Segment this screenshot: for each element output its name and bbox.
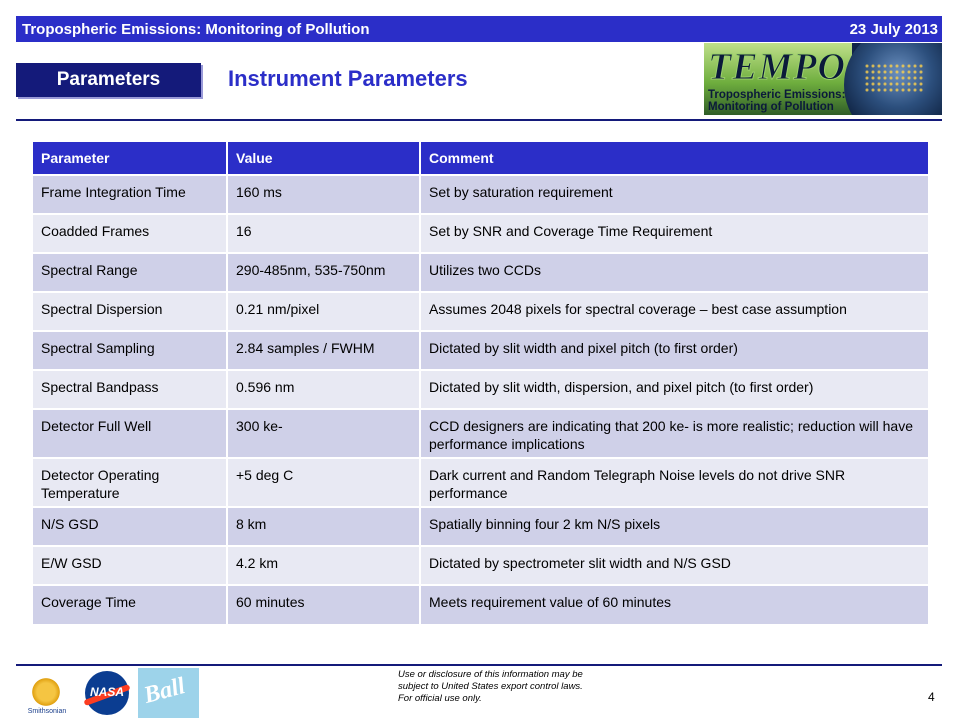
city-lights-icon: [864, 63, 924, 93]
table-row: [33, 409, 928, 458]
value-cell: 0.21 nm/pixel: [227, 292, 420, 331]
parameter-cell: Spectral Dispersion: [33, 292, 227, 331]
value-cell: +5 deg C: [227, 458, 420, 507]
value-cell: 160 ms: [227, 175, 420, 214]
comment-cell: Dark current and Random Telegraph Noise levels do not drive SNR performance: [420, 458, 928, 507]
header-divider: [16, 119, 942, 121]
table-row: [33, 546, 928, 585]
table-header-row: [33, 142, 928, 175]
parameter-cell: Spectral Sampling: [33, 331, 227, 370]
value-cell: 300 ke-: [227, 409, 420, 458]
parameter-cell: Frame Integration Time: [33, 175, 227, 214]
logo-subtitle-line1: Tropospheric Emissions:: [708, 89, 846, 101]
nasa-label: NASA: [89, 685, 124, 699]
logo-subtitle: [708, 89, 845, 113]
section-label: Parameters: [16, 63, 201, 97]
tempo-logo: [704, 43, 942, 115]
value-cell: 2.84 samples / FWHM: [227, 331, 420, 370]
comment-cell: Dictated by slit width and pixel pitch (to first order): [420, 331, 928, 370]
ball-label: Ball: [141, 673, 188, 709]
comment-cell: Meets requirement value of 60 minutes: [420, 585, 928, 624]
value-cell: 4.2 km: [227, 546, 420, 585]
sun-icon: [30, 676, 62, 708]
table-row: [33, 253, 928, 292]
table-row: [33, 292, 928, 331]
comment-cell: Dictated by spectrometer slit width and N/S GSD: [420, 546, 928, 585]
table-row: [33, 507, 928, 546]
comment-cell: Dictated by slit width, dispersion, and pixel pitch (to first order): [420, 370, 928, 409]
partner-logos: [16, 668, 201, 718]
column-header-parameter: Parameter: [33, 142, 227, 175]
comment-cell: CCD designers are indicating that 200 ke- is more realistic; reduction will have performance implications: [420, 409, 928, 458]
table-row: [33, 175, 928, 214]
table-row: [33, 458, 928, 507]
comment-cell: Set by saturation requirement: [420, 175, 928, 214]
footer-divider: [16, 664, 942, 666]
value-cell: 8 km: [227, 507, 420, 546]
logo-subtitle-line2: Monitoring of Pollution: [708, 101, 834, 113]
parameter-cell: Coadded Frames: [33, 214, 227, 253]
comment-cell: Assumes 2048 pixels for spectral coverage – best case assumption: [420, 292, 928, 331]
table-row: [33, 331, 928, 370]
value-cell: 290-485nm, 535-750nm: [227, 253, 420, 292]
value-cell: 0.596 nm: [227, 370, 420, 409]
header-date: 23 July 2013: [849, 20, 938, 38]
table-row: [33, 214, 928, 253]
logo-wordmark: TEMPO: [708, 46, 846, 88]
parameter-cell: Detector Operating Temperature: [33, 458, 227, 507]
page-number: 4: [928, 690, 935, 704]
table-row: [33, 370, 928, 409]
smithsonian-logo: [16, 668, 77, 718]
column-header-value: Value: [227, 142, 420, 175]
parameter-cell: Detector Full Well: [33, 409, 227, 458]
table-row: [33, 585, 928, 624]
parameter-cell: Spectral Bandpass: [33, 370, 227, 409]
value-cell: 16: [227, 214, 420, 253]
column-header-comment: Comment: [420, 142, 928, 175]
nasa-logo: [77, 668, 138, 718]
comment-cell: Set by SNR and Coverage Time Requirement: [420, 214, 928, 253]
header-title: Tropospheric Emissions: Monitoring of Pollution: [22, 20, 370, 38]
parameters-table: [33, 142, 928, 624]
smithsonian-label: Smithsonian: [27, 708, 67, 715]
comment-cell: Utilizes two CCDs: [420, 253, 928, 292]
value-cell: 60 minutes: [227, 585, 420, 624]
parameter-cell: N/S GSD: [33, 507, 227, 546]
parameter-cell: Spectral Range: [33, 253, 227, 292]
page-title: Instrument Parameters: [228, 66, 468, 91]
parameter-cell: E/W GSD: [33, 546, 227, 585]
ball-logo: [138, 668, 199, 718]
parameter-cell: Coverage Time: [33, 585, 227, 624]
export-control-disclaimer: Use or disclosure of this information may be subject to United States export control laws. For official use only.: [398, 669, 583, 704]
header-bar: [16, 16, 942, 42]
comment-cell: Spatially binning four 2 km N/S pixels: [420, 507, 928, 546]
